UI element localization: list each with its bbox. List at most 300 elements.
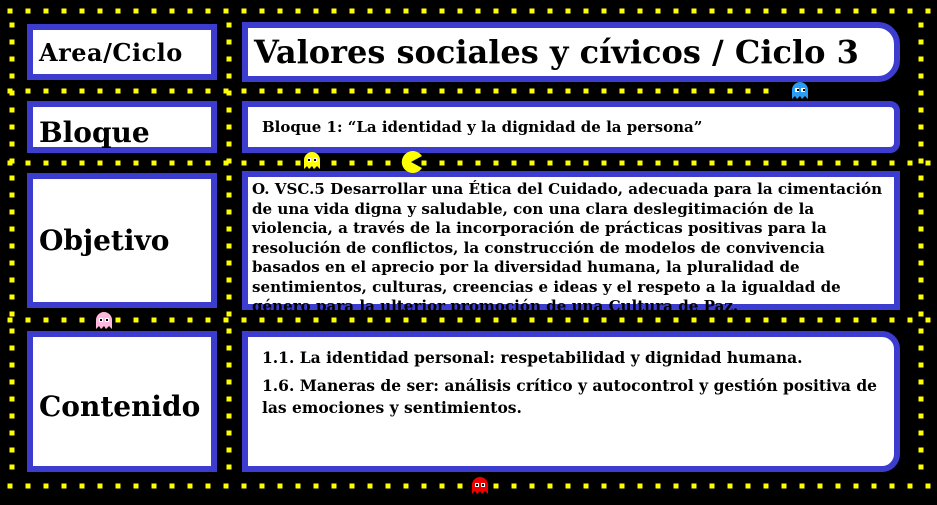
pellet <box>206 161 211 166</box>
pellet <box>26 484 31 489</box>
pellet <box>919 210 924 215</box>
pellet <box>728 9 733 14</box>
pellet <box>728 89 733 94</box>
pellet <box>919 74 924 79</box>
pellet <box>227 363 232 368</box>
pellet <box>10 397 15 402</box>
pellet <box>10 227 15 232</box>
pellet <box>332 89 337 94</box>
pellet <box>919 312 924 317</box>
pellet <box>10 210 15 215</box>
pellet <box>919 193 924 198</box>
pellet <box>242 161 247 166</box>
pellet <box>10 142 15 147</box>
pellet <box>386 318 391 323</box>
pellet <box>710 484 715 489</box>
pellet <box>746 161 751 166</box>
pellet <box>476 89 481 94</box>
pellet <box>296 9 301 14</box>
pellet <box>242 318 247 323</box>
pellet <box>818 484 823 489</box>
pellet <box>926 161 931 166</box>
pellet <box>206 89 211 94</box>
pellet <box>10 125 15 130</box>
pellet <box>620 9 625 14</box>
pellet <box>98 484 103 489</box>
pellet <box>80 89 85 94</box>
pellet <box>170 318 175 323</box>
pellet <box>728 318 733 323</box>
pellet <box>227 23 232 28</box>
pellet <box>224 9 229 14</box>
pellet <box>764 161 769 166</box>
pellet <box>926 484 931 489</box>
pellet <box>620 318 625 323</box>
pellet <box>227 108 232 113</box>
pellet <box>368 9 373 14</box>
pellet <box>227 125 232 130</box>
ghost-blue-icon <box>791 82 809 100</box>
pellet <box>656 161 661 166</box>
pellet <box>350 9 355 14</box>
pellet <box>908 318 913 323</box>
pellet <box>919 57 924 62</box>
pellet <box>919 91 924 96</box>
pellet <box>260 161 265 166</box>
pellet <box>10 346 15 351</box>
pellet <box>26 9 31 14</box>
pellet <box>908 484 913 489</box>
pellet <box>224 484 229 489</box>
pellet <box>674 9 679 14</box>
pellet <box>80 161 85 166</box>
pellet <box>10 40 15 45</box>
pellet <box>152 9 157 14</box>
pellet <box>152 89 157 94</box>
pellet <box>548 318 553 323</box>
bloque-label: Bloque <box>27 101 217 153</box>
pellet <box>10 261 15 266</box>
pellet <box>152 161 157 166</box>
pellet <box>227 244 232 249</box>
pellet <box>566 89 571 94</box>
pellet <box>404 484 409 489</box>
pellet <box>458 161 463 166</box>
pellet <box>818 9 823 14</box>
pacman-icon <box>399 150 423 174</box>
pellet <box>314 484 319 489</box>
pellet <box>227 448 232 453</box>
pellet <box>278 318 283 323</box>
pellet <box>872 9 877 14</box>
pellet <box>62 484 67 489</box>
pellet <box>116 9 121 14</box>
pellet <box>602 318 607 323</box>
pellet <box>674 89 679 94</box>
pellet <box>710 161 715 166</box>
pellet <box>44 318 49 323</box>
pellet <box>782 9 787 14</box>
pellet <box>98 9 103 14</box>
pellet <box>548 9 553 14</box>
pellet <box>692 9 697 14</box>
ghost-yellow-icon <box>303 152 321 170</box>
pellet <box>566 161 571 166</box>
pellet <box>314 318 319 323</box>
pellet <box>656 318 661 323</box>
pellet <box>44 9 49 14</box>
pellet <box>422 9 427 14</box>
pellet <box>919 431 924 436</box>
pellet <box>80 484 85 489</box>
objetivo-label: Objetivo <box>27 173 217 308</box>
pellet <box>10 278 15 283</box>
pellet <box>566 318 571 323</box>
pellet <box>620 89 625 94</box>
pellet <box>116 484 121 489</box>
pellet <box>566 484 571 489</box>
pellet <box>512 9 517 14</box>
pellet <box>872 318 877 323</box>
pellet <box>566 9 571 14</box>
pellet <box>440 9 445 14</box>
pellet <box>854 318 859 323</box>
pellet <box>908 161 913 166</box>
pellet <box>620 484 625 489</box>
pellet <box>548 484 553 489</box>
pellet <box>62 89 67 94</box>
pellet <box>188 89 193 94</box>
pellet <box>422 484 427 489</box>
pellet <box>242 9 247 14</box>
pellet <box>227 159 232 164</box>
pellet <box>227 40 232 45</box>
pellet <box>10 159 15 164</box>
pellet <box>188 484 193 489</box>
ghost-pink-icon <box>95 312 113 330</box>
pellet <box>278 89 283 94</box>
pellet <box>350 484 355 489</box>
pellet <box>692 89 697 94</box>
pellet <box>919 346 924 351</box>
pellet <box>422 318 427 323</box>
pellet <box>116 161 121 166</box>
pellet <box>8 9 13 14</box>
pellet <box>548 89 553 94</box>
pellet <box>98 89 103 94</box>
pellet <box>818 318 823 323</box>
objetivo-value: O. VSC.5 Desarrollar una Ética del Cuidado, adecuada para la cimentación de una vida digna y saludable, con una clara deslegitimación de la violencia, a través de la incorporación de prácticas positivas para la resolución de conflictos, la construcción de modelos de convivencia basados en el aprecio por la diversidad humana, la pluralidad de sentimientos, culturas, creencias e ideas y el respeto a la igualdad de género para la ulterior promoción de una Cultura de Paz. <box>242 171 900 310</box>
pellet <box>134 318 139 323</box>
pellet <box>10 380 15 385</box>
pellet <box>152 318 157 323</box>
pellet <box>170 161 175 166</box>
pellet <box>10 108 15 113</box>
pellet <box>62 161 67 166</box>
pellet <box>674 484 679 489</box>
pellet <box>314 89 319 94</box>
pellet <box>584 89 589 94</box>
pellet <box>134 484 139 489</box>
pellet <box>44 161 49 166</box>
pellet <box>10 414 15 419</box>
pellet <box>188 161 193 166</box>
pellet <box>332 484 337 489</box>
pellet <box>8 484 13 489</box>
pellet <box>584 318 589 323</box>
pellet <box>10 244 15 249</box>
pellet <box>919 40 924 45</box>
pellet <box>836 484 841 489</box>
pellet <box>227 397 232 402</box>
pellet <box>746 318 751 323</box>
pellet <box>746 9 751 14</box>
pellet <box>890 318 895 323</box>
pellet <box>296 161 301 166</box>
pellet <box>10 465 15 470</box>
pellet <box>188 318 193 323</box>
pellet <box>227 227 232 232</box>
pellet <box>494 318 499 323</box>
pellet <box>919 363 924 368</box>
pellet <box>227 431 232 436</box>
pellet <box>242 484 247 489</box>
pellet <box>440 318 445 323</box>
pellet <box>476 318 481 323</box>
pellet <box>919 465 924 470</box>
pellet <box>800 318 805 323</box>
pellet <box>926 9 931 14</box>
pellet <box>368 161 373 166</box>
pellet <box>227 465 232 470</box>
pellet <box>638 89 643 94</box>
pellet <box>332 161 337 166</box>
pellet <box>638 484 643 489</box>
contenido-item-2: 1.6. Maneras de ser: análisis crítico y autocontrol y gestión positiva de las emociones y sentimientos. <box>262 376 878 417</box>
pellet <box>919 329 924 334</box>
pellet <box>62 318 67 323</box>
pellet <box>332 9 337 14</box>
pellet <box>818 161 823 166</box>
pellet <box>227 142 232 147</box>
pellet <box>476 9 481 14</box>
pellet <box>260 318 265 323</box>
pellet <box>728 161 733 166</box>
pellet <box>260 484 265 489</box>
pellet <box>919 380 924 385</box>
pellet <box>602 484 607 489</box>
pellet <box>764 89 769 94</box>
pellet <box>10 329 15 334</box>
pellet <box>98 161 103 166</box>
pellet <box>919 108 924 113</box>
pellet <box>674 161 679 166</box>
pellet <box>620 161 625 166</box>
pellet <box>656 484 661 489</box>
pellet <box>494 89 499 94</box>
pellet <box>296 89 301 94</box>
pellet <box>227 261 232 266</box>
pellet <box>890 9 895 14</box>
pellet <box>44 89 49 94</box>
pellet <box>350 89 355 94</box>
pellet <box>872 484 877 489</box>
area-ciclo-label: Area/Ciclo <box>27 24 217 80</box>
pellet <box>638 318 643 323</box>
pellet <box>800 484 805 489</box>
pellet <box>476 161 481 166</box>
pellet <box>116 89 121 94</box>
pellet <box>10 193 15 198</box>
pellet <box>227 414 232 419</box>
pellet <box>836 161 841 166</box>
pellet <box>692 161 697 166</box>
pellet <box>440 484 445 489</box>
pellet <box>227 193 232 198</box>
pellet <box>206 9 211 14</box>
pellet <box>227 329 232 334</box>
pellet <box>919 261 924 266</box>
pellet <box>926 318 931 323</box>
pellet <box>764 318 769 323</box>
pellet <box>386 161 391 166</box>
pellet <box>10 74 15 79</box>
pellet <box>854 484 859 489</box>
pellet <box>638 161 643 166</box>
pellet <box>260 9 265 14</box>
pellet <box>170 89 175 94</box>
pellet <box>227 278 232 283</box>
pellet <box>260 89 265 94</box>
pellet <box>919 278 924 283</box>
pellet <box>404 318 409 323</box>
pellet <box>44 484 49 489</box>
ghost-red-icon <box>471 477 489 495</box>
pellet <box>710 9 715 14</box>
pellet <box>10 295 15 300</box>
pellet <box>584 9 589 14</box>
pellet <box>134 89 139 94</box>
pellet <box>692 318 697 323</box>
pellet <box>458 484 463 489</box>
pellet <box>548 161 553 166</box>
pellet <box>227 176 232 181</box>
pellet <box>227 380 232 385</box>
pellet <box>584 484 589 489</box>
pellet <box>26 318 31 323</box>
pellet <box>746 484 751 489</box>
pellet <box>278 9 283 14</box>
pellet <box>512 161 517 166</box>
pellet <box>278 484 283 489</box>
pellet <box>80 9 85 14</box>
pellet <box>919 159 924 164</box>
pellet <box>206 318 211 323</box>
pellet <box>368 484 373 489</box>
pellet <box>62 9 67 14</box>
pellet <box>10 57 15 62</box>
pellet <box>890 484 895 489</box>
pellet <box>458 318 463 323</box>
pellet <box>386 484 391 489</box>
pellet <box>530 9 535 14</box>
pellet <box>10 448 15 453</box>
pellet <box>602 161 607 166</box>
pellet <box>890 161 895 166</box>
pellet <box>440 161 445 166</box>
contenido-value <box>242 331 900 472</box>
pellet <box>764 484 769 489</box>
pellet <box>800 161 805 166</box>
pellet <box>728 484 733 489</box>
pellet <box>404 9 409 14</box>
pellet <box>386 9 391 14</box>
pellet <box>656 89 661 94</box>
pellet <box>227 210 232 215</box>
pellet <box>656 9 661 14</box>
pellet <box>458 9 463 14</box>
pellet <box>919 244 924 249</box>
pellet <box>782 161 787 166</box>
area-ciclo-value: Valores sociales y cívicos / Ciclo 3 <box>242 22 900 82</box>
pellet <box>386 89 391 94</box>
pellet <box>836 318 841 323</box>
pellet <box>350 161 355 166</box>
pellet <box>919 176 924 181</box>
pellet <box>674 318 679 323</box>
pellet <box>134 9 139 14</box>
pellet <box>512 318 517 323</box>
pellet <box>10 91 15 96</box>
contenido-item-1: 1.1. La identidad personal: respetabilidad y dignidad humana. <box>262 348 803 367</box>
pellet <box>494 9 499 14</box>
pellet <box>10 363 15 368</box>
pellet <box>919 125 924 130</box>
pellet <box>494 161 499 166</box>
pellet <box>710 318 715 323</box>
pellet <box>206 484 211 489</box>
pellet <box>919 397 924 402</box>
pellet <box>638 9 643 14</box>
pellet <box>227 91 232 96</box>
pellet <box>368 318 373 323</box>
pellet <box>530 484 535 489</box>
pellet <box>530 318 535 323</box>
pellet <box>134 161 139 166</box>
pellet <box>116 318 121 323</box>
pellet <box>530 89 535 94</box>
pellet <box>836 9 841 14</box>
pellet <box>26 89 31 94</box>
pellet <box>440 89 445 94</box>
pellet <box>8 318 13 323</box>
pellet <box>422 89 427 94</box>
pellet <box>170 9 175 14</box>
pellet <box>530 161 535 166</box>
pellet <box>368 89 373 94</box>
pellet <box>350 318 355 323</box>
pellet <box>512 484 517 489</box>
pellet <box>800 9 805 14</box>
pellet <box>278 161 283 166</box>
pellet <box>314 9 319 14</box>
pellet <box>872 161 877 166</box>
pellet <box>782 484 787 489</box>
pellet <box>26 161 31 166</box>
pellet <box>919 414 924 419</box>
pellet <box>919 448 924 453</box>
pellet <box>10 176 15 181</box>
